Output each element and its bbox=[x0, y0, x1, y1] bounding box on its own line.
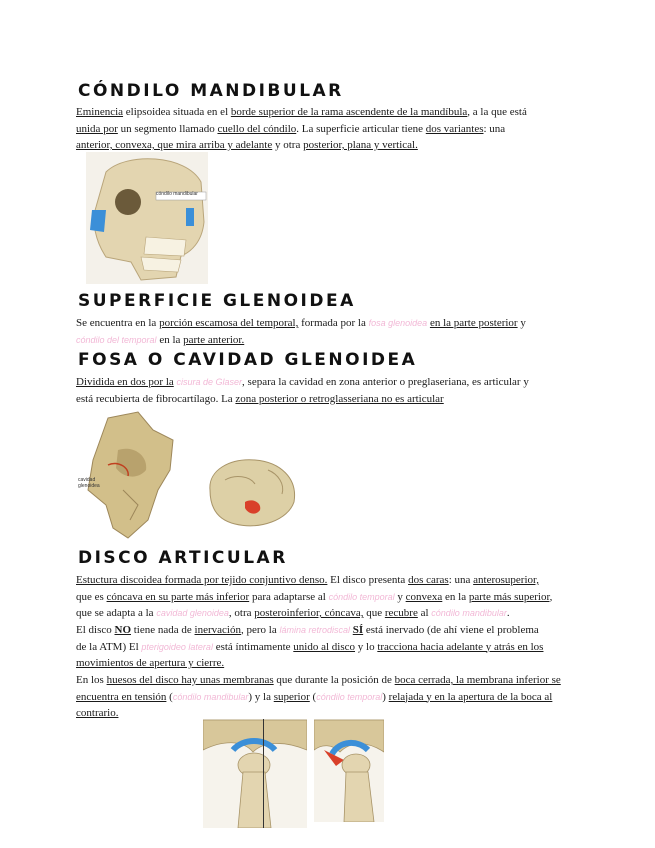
paragraph-condilo bbox=[76, 104, 578, 154]
text-span: huesos del disco hay unas membranas bbox=[106, 674, 274, 686]
text-span: tiene nada de bbox=[131, 624, 195, 636]
text-span: El disco bbox=[76, 624, 115, 636]
text-span: posterior, plana y vertical. bbox=[303, 139, 418, 151]
pink-term: cóndilo mandibular bbox=[431, 608, 507, 618]
text-span: El disco presenta bbox=[327, 574, 409, 586]
pink-term: pterigoideo lateral bbox=[141, 641, 213, 652]
text-span: que es bbox=[76, 590, 107, 603]
text-span: ) y la bbox=[248, 690, 274, 703]
text-span: NO bbox=[114, 624, 131, 636]
text-span: cuello del cóndilo bbox=[217, 122, 297, 135]
text-span: un segmento llamado bbox=[117, 122, 218, 135]
text-span: ) bbox=[382, 690, 389, 703]
text-span: Se encuentra en la bbox=[76, 317, 160, 329]
text-span: formada por la bbox=[298, 317, 369, 329]
text-span: ( bbox=[309, 690, 317, 703]
text-span: unida por bbox=[76, 122, 118, 135]
text-span: para adaptarse al bbox=[249, 590, 329, 603]
text-span: , separa la cavidad en zona anterior o preglaseriana, es articular y bbox=[242, 376, 529, 388]
text-span: convexa bbox=[405, 590, 443, 603]
text-span: ( bbox=[166, 690, 173, 703]
pink-term: cisura de Glaser bbox=[176, 377, 243, 387]
pink-term: fosa glenoidea bbox=[368, 318, 428, 328]
temporal-bone-image-1 bbox=[78, 410, 180, 542]
text-span: tracciona hacia adelante y atrás en los movimientos de apertura y cierre. bbox=[76, 640, 544, 669]
text-span: dos variantes bbox=[425, 122, 484, 135]
section-title-condilo: CÓNDILO MANDIBULAR bbox=[78, 81, 344, 101]
image-label: cavidad glenoidea bbox=[78, 477, 100, 489]
text-span: SÍ bbox=[352, 624, 364, 636]
pink-term: cóndilo mandibular bbox=[172, 691, 249, 702]
text-span: anterior, convexa, que mira arriba y adelante bbox=[76, 139, 273, 151]
pink-term: cóndilo temporal bbox=[328, 591, 395, 602]
text-span: cóncava en su parte más inferior bbox=[106, 590, 250, 603]
text-span: elipsoidea situada en el bbox=[123, 106, 231, 118]
text-span: En los bbox=[76, 674, 107, 686]
text-span: parte anterior. bbox=[183, 333, 245, 346]
tmj-open-image bbox=[314, 710, 384, 822]
text-span: posteroinferior, cóncava, bbox=[254, 607, 364, 619]
text-span: anterosuperior, bbox=[473, 574, 539, 586]
paragraph-disco-2 bbox=[76, 622, 578, 672]
text-span: en la bbox=[442, 590, 469, 603]
section-title-fosa: FOSA O CAVIDAD GLENOIDEA bbox=[78, 350, 418, 370]
text-span: y bbox=[517, 317, 526, 329]
text-span: , pero la bbox=[240, 624, 280, 636]
text-span: unido al disco bbox=[293, 640, 356, 653]
pink-term: cóndilo temporal bbox=[316, 691, 383, 702]
text-span: , a la que está bbox=[467, 106, 527, 118]
text-span: que durante la posición de bbox=[273, 674, 395, 686]
image-label: cóndilo mandibular bbox=[156, 191, 198, 197]
paragraph-disco-1 bbox=[76, 572, 578, 622]
text-span: Estuctura discoidea formada por tejido conjuntivo denso. bbox=[76, 574, 328, 586]
temporal-bone-image-2 bbox=[190, 450, 302, 532]
section-title-disco: DISCO ARTICULAR bbox=[78, 548, 288, 568]
text-span: recubre bbox=[384, 607, 418, 619]
pink-term: lámina retrodiscal bbox=[279, 625, 350, 635]
paragraph-fosa bbox=[76, 374, 578, 407]
text-span: zona posterior o retroglasseriana no es articular bbox=[235, 392, 444, 405]
text-span: de la ATM) El bbox=[76, 640, 142, 653]
text-span: que se adapta a la bbox=[76, 607, 157, 619]
text-span: y bbox=[394, 590, 406, 603]
text-span: relajada y en la apertura de la boca al contrario. bbox=[76, 690, 553, 719]
text-span: : una bbox=[483, 122, 506, 135]
text-span: . La superficie articular tiene bbox=[296, 122, 426, 135]
text-span: que bbox=[363, 607, 385, 619]
section-title-superficie: SUPERFICIE GLENOIDEA bbox=[78, 291, 356, 311]
text-span: y otra bbox=[272, 139, 304, 151]
text-span: está íntimamente bbox=[212, 640, 294, 653]
text-span: dos caras bbox=[408, 574, 449, 586]
text-span: . bbox=[506, 607, 510, 619]
text-span: superior bbox=[273, 690, 310, 703]
text-span: está recubierta de fibrocartílago. La bbox=[76, 392, 236, 405]
text-span: Dividida en dos por la bbox=[76, 376, 174, 388]
text-span: borde superior de la rama ascendente de la mandíbula bbox=[230, 106, 468, 118]
text-span: boca cerrada, la membrana inferior se encuentra en tensión bbox=[76, 674, 561, 703]
text-span: parte más superior, bbox=[468, 590, 553, 603]
text-span: y lo bbox=[355, 640, 378, 653]
text-span: en la parte posterior bbox=[429, 317, 518, 329]
text-span: inervación bbox=[194, 624, 241, 636]
text-span: en la bbox=[156, 333, 184, 346]
tmj-closed-image bbox=[203, 710, 307, 828]
text-span: porción escamosa del temporal, bbox=[159, 317, 299, 329]
pink-term: cóndilo del temporal bbox=[76, 334, 157, 345]
skull-lateral-image bbox=[86, 152, 208, 284]
pink-term: cavidad glenoidea bbox=[156, 608, 229, 618]
paragraph-superficie bbox=[76, 315, 578, 348]
text-span: está inervado (de ahí viene el problema bbox=[363, 624, 539, 636]
text-span: , otra bbox=[228, 607, 255, 619]
text-span: : una bbox=[448, 574, 474, 586]
text-span: Eminencia bbox=[76, 106, 124, 118]
text-span: al bbox=[417, 607, 432, 619]
